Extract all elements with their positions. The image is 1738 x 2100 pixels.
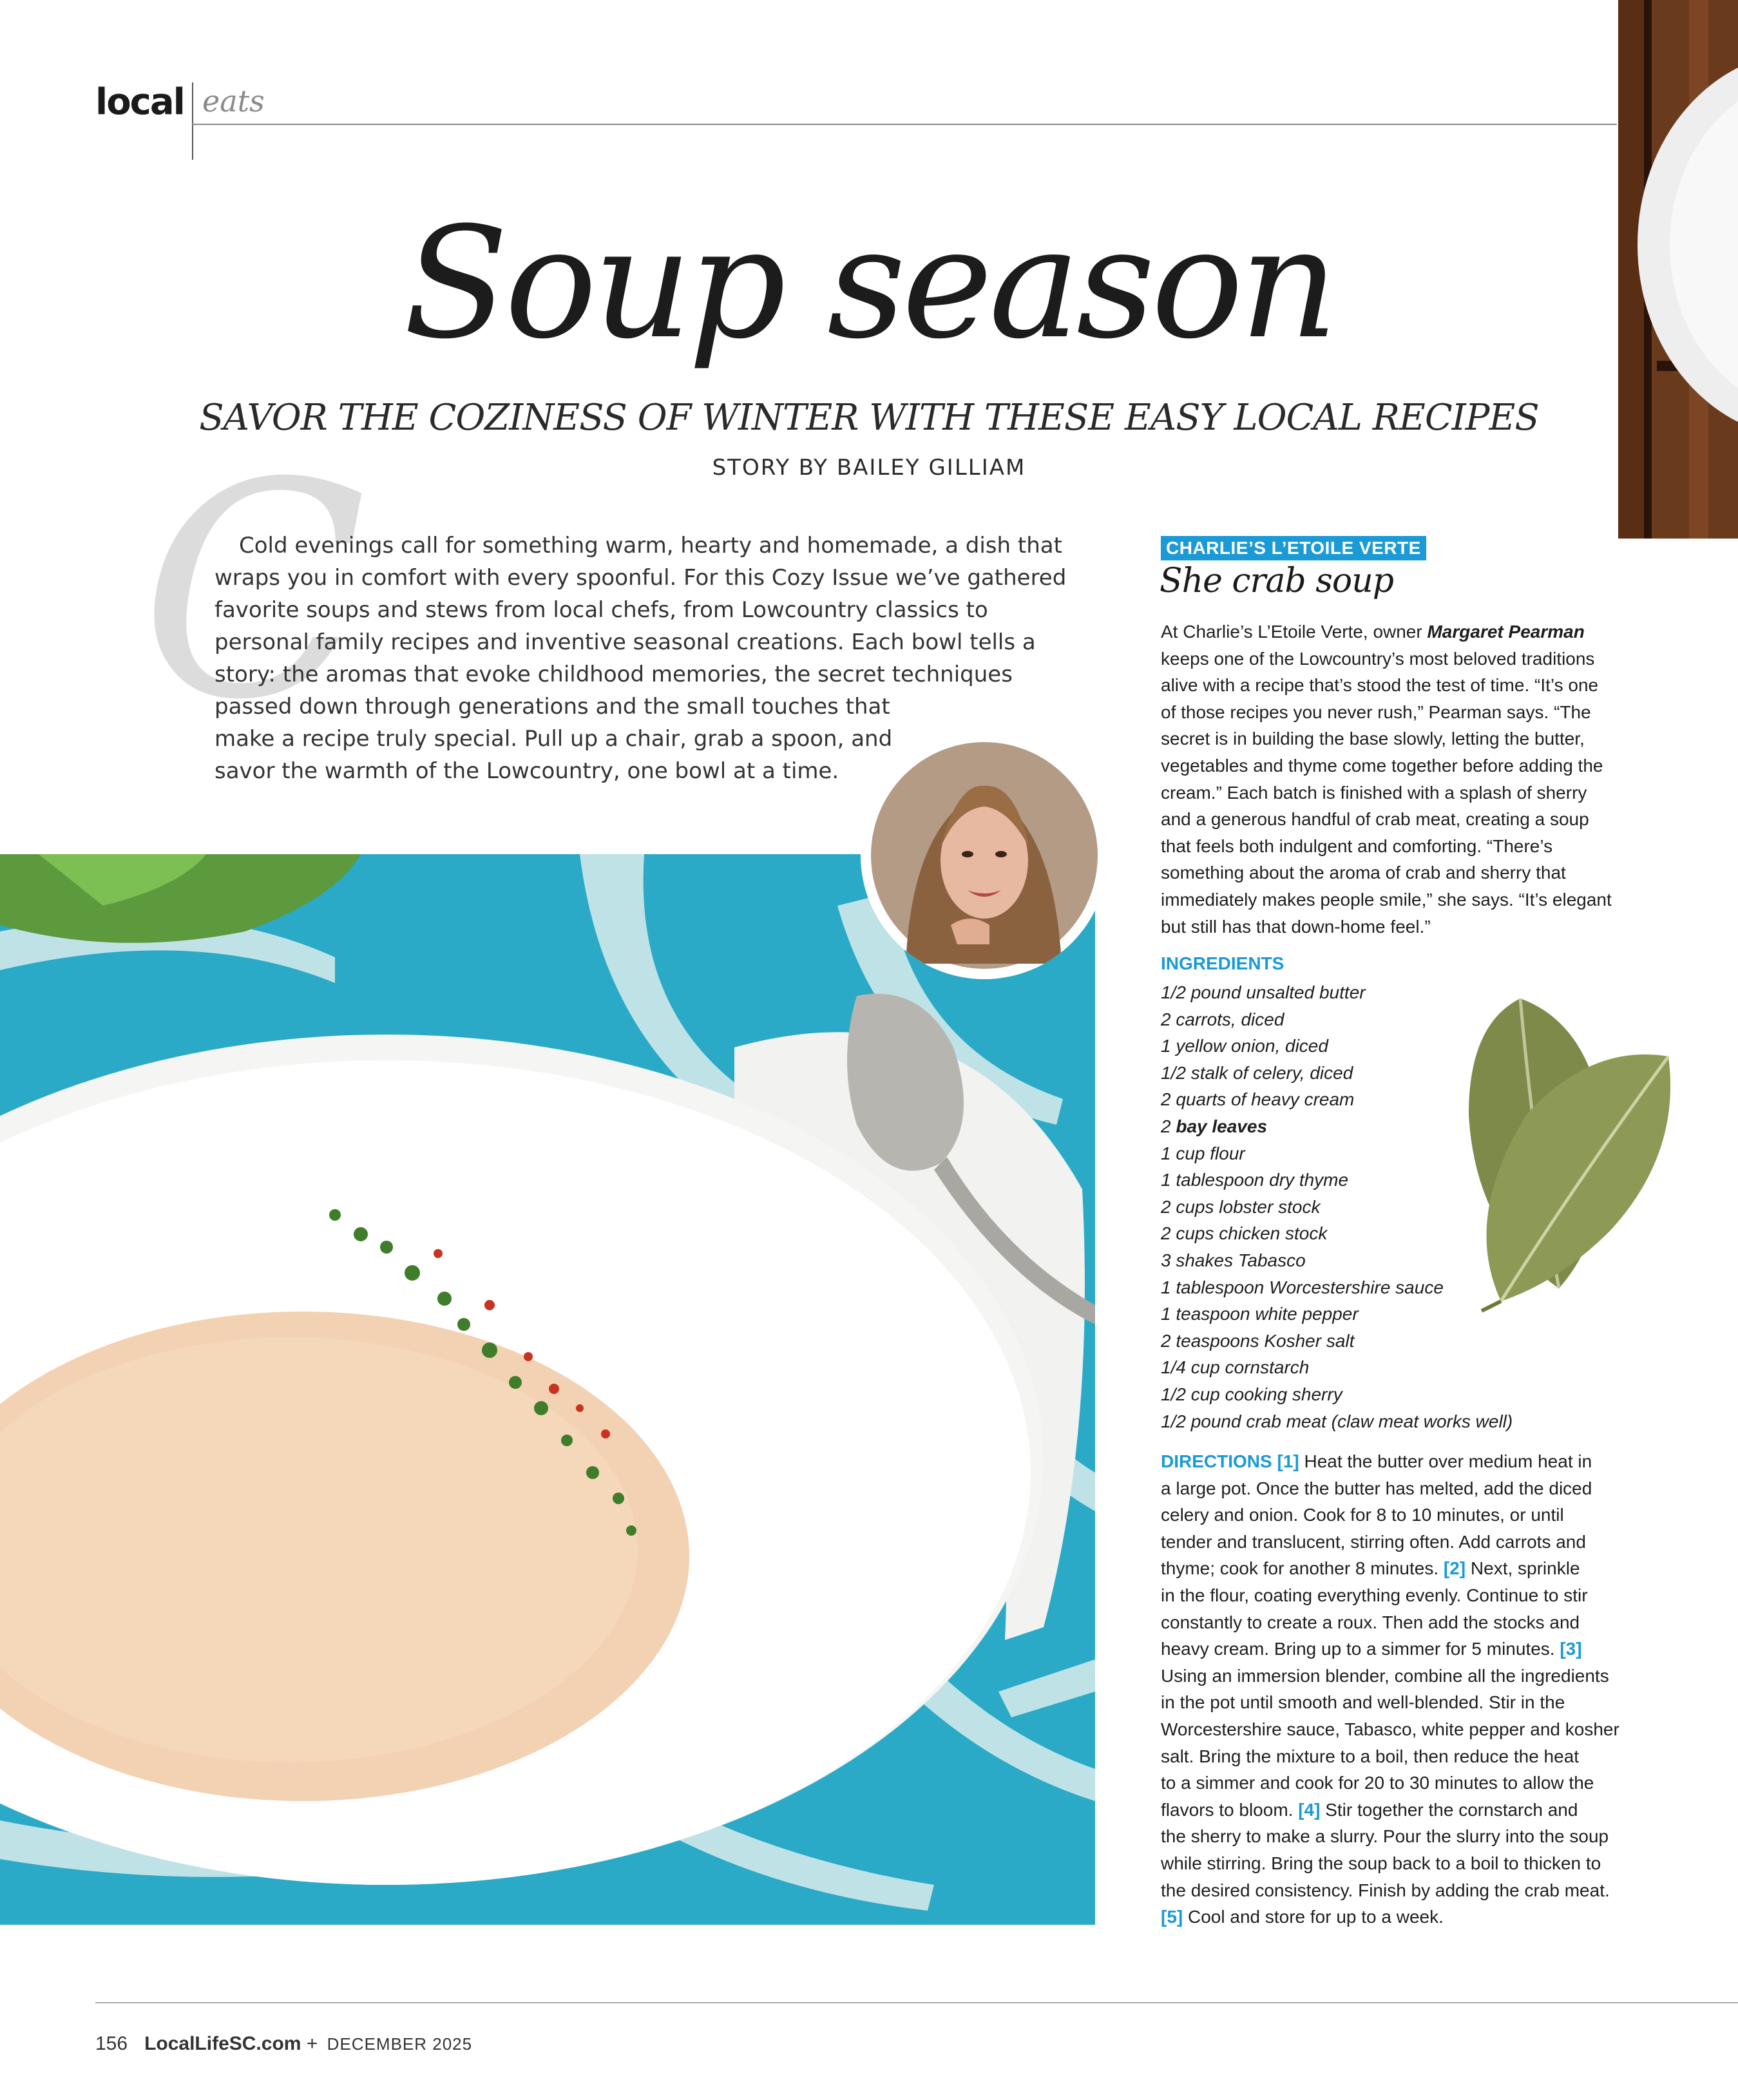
ingredient-item: 1 tablespoon dry thyme [1161,1170,1349,1190]
directions-text: heavy cream. Bring up to a simmer for 5 minutes. [1161,1639,1560,1659]
intro-line: savor the warmth of the Lowcountry, one bowl at a time. [215,758,839,784]
intro-line: make a recipe truly special. Pull up a chair, grab a spoon, and [215,726,893,752]
ingredient-item: 1/2 cup cooking sherry [1161,1384,1342,1404]
directions-line: celery and onion. Cook for 8 to 10 minutes, or until [1161,1505,1564,1525]
directions-line [1161,1904,1625,1931]
step-number: [4] [1298,1799,1321,1820]
directions-text: Next, sprinkle [1466,1558,1580,1579]
directions-line [1161,1636,1625,1663]
intro-line: wraps you in comfort with every spoonful. For this Cozy Issue we’ve gathered [215,565,1067,591]
directions-line: Using an immersion blender, combine all the ingredients [1161,1665,1609,1686]
ingredient-item: 3 shakes Tabasco [1161,1250,1306,1270]
directions-text: thyme; cook for another 8 minutes. [1161,1558,1444,1579]
footer [95,2033,472,2055]
header-rule [192,124,1617,125]
directions-text: Heat the butter over medium heat in [1299,1451,1592,1471]
directions-line: constantly to create a roux. Then add the stocks and [1161,1612,1580,1632]
recipe-intro-line: something about the aroma of crab and sherry that [1161,863,1566,883]
page-title: Soup season [403,195,1335,373]
recipe-intro-line: and a generous handful of crab meat, creating a soup [1161,809,1589,830]
recipe-intro [1161,618,1625,940]
directions-line: while stirring. Bring the soup back to a boil to thicken to [1161,1853,1601,1873]
directions-heading: DIRECTIONS [1161,1451,1272,1471]
recipe-intro-line: cream.” Each batch is finished with a splash of sherry [1161,782,1587,803]
step-number: [1] [1277,1451,1299,1471]
intro-lead-text: At Charlie’s L’Etoile Verte, owner [1161,622,1428,642]
recipe-title: She crab soup [1160,562,1393,600]
directions-text: Stir together the cornstarch and [1320,1799,1578,1820]
bay-leaves-photo [1398,986,1681,1321]
section-label: local [95,81,184,123]
issue-date: DECEMBER 2025 [327,2034,473,2054]
ingredient-item: 2 cups chicken stock [1161,1223,1328,1244]
recipe-intro-line: immediately makes people smile,” she says. “It’s elegant [1161,889,1612,910]
ingredient-item: 1/4 cup cornstarch [1161,1357,1310,1378]
intro-line: passed down through generations and the small touches that [215,694,890,720]
author-portrait [861,732,1108,979]
ingredient-item: 1 tablespoon Worcestershire sauce [1161,1277,1444,1297]
page-number: 156 [95,2033,128,2054]
soup-bowl-photo [0,854,1095,1925]
intro-line: Cold evenings call for something warm, hearty and homemade, a dish that [239,533,1062,558]
website-link[interactable]: LocalLifeSC.com [144,2033,301,2054]
ingredient-item: 2 carrots, diced [1161,1009,1284,1029]
ingredient-quantity: 2 [1161,1116,1176,1136]
directions-line [1161,1448,1625,1475]
recipe-intro-line: secret is in building the base slowly, letting the butter, [1161,729,1585,749]
bay-leaves-label: bay leaves [1176,1116,1268,1136]
directions-line: salt. Bring the mixture to a boil, then reduce the heat [1161,1746,1580,1766]
ingredient-item: 2 quarts of heavy cream [1161,1089,1355,1110]
ingredient-item: 1 cup flour [1161,1143,1245,1163]
directions-line: in the pot until smooth and well-blended. Stir in the [1161,1692,1565,1713]
ingredient-item: 2 teaspoons Kosher salt [1161,1330,1355,1351]
directions-line: the sherry to make a slurry. Pour the slurry into the soup [1161,1826,1609,1847]
drop-cap: C [140,420,367,765]
step-number: [5] [1161,1907,1183,1927]
ingredients-heading: INGREDIENTS [1161,953,1284,973]
intro-line: personal family recipes and inventive seasonal creations. Each bowl tells a [215,629,1036,655]
directions-line: to a simmer and cook for 20 to 30 minutes to allow the [1161,1773,1594,1793]
recipe-intro-line: alive with a recipe that’s stood the test of time. “It’s one [1161,675,1599,696]
directions-line: the desired consistency. Finish by adding the crab meat. [1161,1880,1610,1900]
page-subtitle: SAVOR THE COZINESS OF WINTER WITH THESE EASY LOCAL RECIPES [199,397,1539,439]
directions-text: Cool and store for up to a week. [1183,1907,1444,1927]
directions-text: flavors to bloom. [1161,1799,1299,1820]
directions-line: tender and translucent, stirring often. Add carrots and [1161,1531,1586,1552]
directions-line: Worcestershire sauce, Tabasco, white pepper and kosher [1161,1719,1619,1739]
ingredient-item: 1 teaspoon white pepper [1161,1304,1359,1324]
footer-separator: + [306,2033,318,2054]
recipe-intro-line: but still has that down-home feel.” [1161,916,1431,937]
ingredient-item: 1/2 pound crab meat (claw meat works well) [1161,1411,1513,1431]
directions [1161,1448,1625,1931]
recipe-intro-line [1161,618,1625,645]
recipe-intro-line: vegetables and thyme come together before adding the [1161,755,1603,776]
byline: STORY BY BAILEY GILLIAM [712,455,1026,481]
intro-line: favorite soups and stews from local chefs, from Lowcountry classics to [215,597,988,623]
ingredient-item: 1 yellow onion, diced [1161,1036,1328,1056]
directions-line: in the flour, coating everything evenly. Continue to stir [1161,1585,1588,1605]
footer-rule [95,2002,1738,2003]
recipe-intro-line: that feels both indulgent and comforting. “There’s [1161,835,1553,856]
directions-line [1161,1797,1625,1824]
subsection-label: eats [202,84,265,119]
owner-name: Margaret Pearman [1427,622,1585,642]
step-number: [3] [1560,1639,1582,1659]
restaurant-kicker: CHARLIE’S L’ETOILE VERTE [1161,536,1426,560]
ingredient-item: 1/2 stalk of celery, diced [1161,1062,1353,1083]
directions-line [1161,1555,1625,1582]
directions-line: a large pot. Once the butter has melted, add the diced [1161,1478,1592,1498]
ingredient-item: 1/2 pound unsalted butter [1161,982,1366,1002]
intro-line: story: the aromas that evoke childhood memories, the secret techniques [215,662,1013,687]
recipe-intro-line: keeps one of the Lowcountry’s most beloved traditions [1161,648,1595,669]
section-divider [192,82,193,160]
recipe-intro-line: of those recipes you never rush,” Pearman says. “The [1161,702,1591,722]
ingredient-item: 2 cups lobster stock [1161,1196,1321,1217]
step-number: [2] [1443,1558,1466,1579]
